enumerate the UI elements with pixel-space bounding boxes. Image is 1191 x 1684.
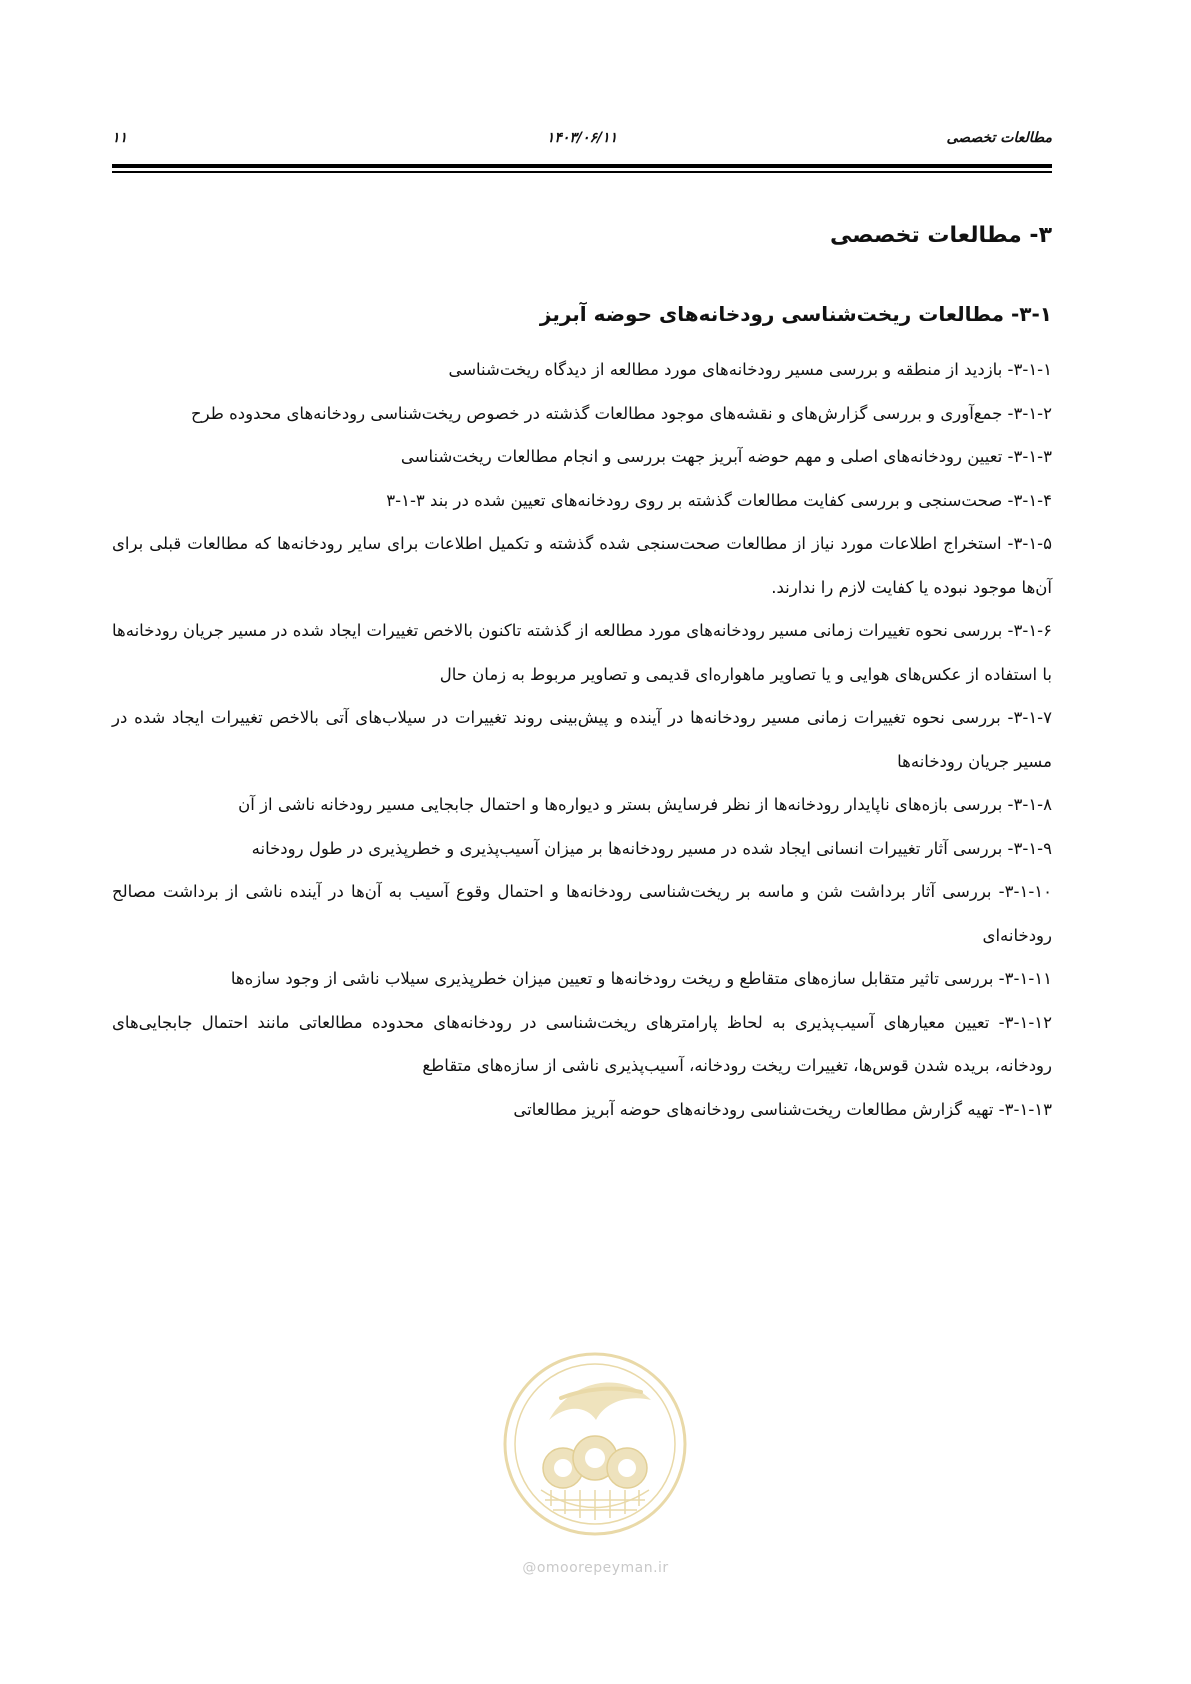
header-divider-thin xyxy=(112,171,1052,173)
list-item: ۳-۱-۸- بررسی بازه‌های ناپایدار رودخانه‌ها از نظر فرسایش بستر و دیواره‌ها و احتمال جابجایی مسیر رودخانه ناشی از آن xyxy=(238,795,1052,814)
list-item: ۳-۱-۴- صحت‌سنجی و بررسی کفایت مطالعات گذشته بر روی رودخانه‌های تعیین شده در بند ۳-۱-۳ xyxy=(386,490,1052,510)
list-item: ۳-۱-۱۲- تعیین معیارهای آسیب‌پذیری به لحاظ پارامترهای ریخت‌شناسی در رودخانه‌های محدوده مطالعاتی مانند احتمال جابجایی‌های رودخانه، بریده شدن قوس‌ها، تغییرات ریخت رودخانه، آسیب‌پذیری ناشی از سازه‌های متقاطع xyxy=(112,1012,1052,1075)
list-item: ۳-۱-۱۱- بررسی تاثیر متقابل سازه‌های متقاطع و ریخت رودخانه‌ها و تعیین میزان خطرپذیری سیلاب ناشی از وجود سازه‌ها xyxy=(230,969,1052,988)
page-number: ۱۱ xyxy=(112,130,128,146)
list-item: ۳-۱-۱۳- تهیه گزارش مطالعات ریخت‌شناسی رودخانه‌های حوضه آبریز مطالعاتی xyxy=(513,1099,1052,1119)
list-item: ۳-۱-۹- بررسی آثار تغییرات انسانی ایجاد شده در مسیر رودخانه‌ها بر میزان آسیب‌پذیری و خطرپذیری در طول رودخانه xyxy=(251,838,1052,858)
list-item: ۳-۱-۷- بررسی نحوه تغییرات زمانی مسیر رودخانه‌ها در آینده و پیش‌بینی روند تغییرات در سیلاب‌های آتی بالاخص تغییرات ایجاد شده در مسیر جریان رودخانه‌ها xyxy=(112,708,1052,771)
header-divider-thick xyxy=(112,164,1052,168)
list-item: ۳-۱-۱- بازدید از منطقه و بررسی مسیر رودخانه‌های مورد مطالعه از دیدگاه ریخت‌شناسی xyxy=(448,360,1052,379)
page-content xyxy=(112,216,1052,1131)
section-heading: ۳- مطالعات تخصصی xyxy=(830,223,1052,248)
subsection-heading: ۳-۱- مطالعات ریخت‌شناسی رودخانه‌های حوضه آبریز xyxy=(539,302,1052,326)
header-date: ۱۴۰۳/۰۶/۱۱ xyxy=(546,130,618,146)
page-header xyxy=(112,130,1052,154)
list-item: ۳-۱-۳- تعیین رودخانه‌های اصلی و مهم حوضه آبریز جهت بررسی و انجام مطالعات ریخت‌شناسی xyxy=(400,447,1052,466)
task-list xyxy=(112,348,1052,1131)
list-item: ۳-۱-۲- جمع‌آوری و بررسی گزارش‌های و نقشه‌های موجود مطالعات گذشته در خصوص ریخت‌شناسی رودخانه‌های محدوده طرح xyxy=(191,403,1052,423)
list-item: ۳-۱-۱۰- بررسی آثار برداشت شن و ماسه بر ریخت‌شناسی رودخانه‌ها و احتمال وقوع آسیب به آن‌ها در آینده ناشی از برداشت مصالح رودخانه‌ای xyxy=(112,882,1052,945)
watermark-text: @omoorepeyman.ir xyxy=(522,1560,669,1576)
list-item: ۳-۱-۵- استخراج اطلاعات مورد نیاز از مطالعات صحت‌سنجی شده گذشته و تکمیل اطلاعات برای سایر رودخانه‌ها که مطالعات قبلی برای آن‌ها موجود نبوده یا کفایت لازم را ندارند. xyxy=(112,534,1052,597)
company-seal-logo xyxy=(501,1350,689,1538)
header-title: مطالعات تخصصی xyxy=(946,130,1052,146)
list-item: ۳-۱-۶- بررسی نحوه تغییرات زمانی مسیر رودخانه‌های مورد مطالعه از گذشته تاکنون بالاخص تغییرات ایجاد شده در مسیر جریان رودخانه‌ها با استفاده از عکس‌های هوایی و یا تصاویر ماهواره‌ای قدیمی و تصاویر مربوط به زمان حال xyxy=(112,621,1052,684)
